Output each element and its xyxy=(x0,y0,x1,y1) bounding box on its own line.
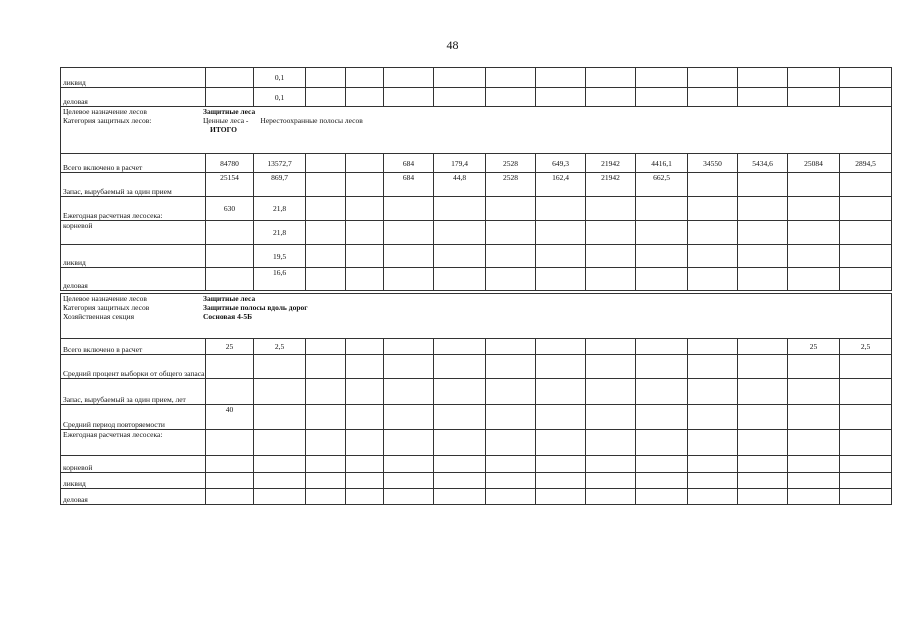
table-cell xyxy=(206,268,254,291)
category-value: Защитные полосы вдоль дорог xyxy=(203,303,308,312)
table-cell xyxy=(688,221,738,245)
table-cell xyxy=(486,339,536,355)
table-cell: 179,4 xyxy=(434,154,486,173)
table-cell xyxy=(586,339,636,355)
table-cell: 16,6 xyxy=(254,268,306,291)
table-cell xyxy=(536,339,586,355)
table-cell xyxy=(536,268,586,291)
table-cell xyxy=(688,68,738,88)
table-cell xyxy=(206,489,254,505)
table-cell: 649,3 xyxy=(536,154,586,173)
category-key: Категория защитных лесов xyxy=(63,303,150,312)
row-label: ликвид xyxy=(61,473,206,489)
table-cell xyxy=(306,379,346,405)
row-label: Ежегодная расчетная лесосека: xyxy=(61,197,206,221)
table-cell xyxy=(206,456,254,473)
table-cell xyxy=(586,456,636,473)
table-cell xyxy=(486,221,536,245)
table-cell xyxy=(688,405,738,430)
table-cell xyxy=(788,456,840,473)
table-cell xyxy=(206,379,254,405)
table-cell xyxy=(306,489,346,505)
itogo-label: ИТОГО xyxy=(210,125,237,134)
table-cell xyxy=(738,88,788,107)
table-row xyxy=(61,154,892,173)
row-label: Всего включено в расчет xyxy=(61,339,206,355)
table-cell xyxy=(586,245,636,268)
table-cell xyxy=(840,473,892,489)
category-key: Категория защитных лесов: xyxy=(63,116,152,125)
table-cell xyxy=(586,405,636,430)
table-cell: 25084 xyxy=(788,154,840,173)
row-label: деловая xyxy=(61,88,206,107)
table-cell xyxy=(434,88,486,107)
table-cell xyxy=(586,197,636,221)
row-label: корневой xyxy=(61,456,206,473)
table-cell xyxy=(840,456,892,473)
table-cell xyxy=(384,268,434,291)
table-cell: 630 xyxy=(206,197,254,221)
table-cell xyxy=(486,456,536,473)
table-cell xyxy=(306,154,346,173)
table-cell xyxy=(788,88,840,107)
table-cell xyxy=(788,268,840,291)
table-cell xyxy=(384,88,434,107)
table-cell xyxy=(840,405,892,430)
table-cell: 21,8 xyxy=(254,221,306,245)
table-cell xyxy=(254,473,306,489)
table-cell: 684 xyxy=(384,173,434,197)
table-cell xyxy=(346,355,384,379)
table-cell xyxy=(636,355,688,379)
table-cell: 662,5 xyxy=(636,173,688,197)
category-value: Ценные леса - xyxy=(203,116,249,125)
table-cell xyxy=(840,88,892,107)
table-cell xyxy=(486,405,536,430)
table-cell xyxy=(738,456,788,473)
table-cell xyxy=(586,355,636,379)
table-cell xyxy=(788,173,840,197)
table-cell xyxy=(254,456,306,473)
row-label: деловая xyxy=(61,268,206,291)
table-cell xyxy=(586,268,636,291)
table-cell xyxy=(434,221,486,245)
table-cell xyxy=(346,473,384,489)
table-cell xyxy=(486,430,536,456)
table-cell xyxy=(254,430,306,456)
table-cell: 19,5 xyxy=(254,245,306,268)
table-cell: 25 xyxy=(206,339,254,355)
table-cell xyxy=(384,355,434,379)
table-cell xyxy=(434,197,486,221)
table-cell xyxy=(636,88,688,107)
table-cell xyxy=(636,221,688,245)
table-cell xyxy=(636,339,688,355)
table-cell xyxy=(536,456,586,473)
section-header xyxy=(61,107,892,154)
table-cell xyxy=(688,268,738,291)
table-cell xyxy=(636,68,688,88)
section-header-row xyxy=(61,294,892,339)
table-cell xyxy=(486,489,536,505)
table-cell xyxy=(346,68,384,88)
table-cell xyxy=(688,430,738,456)
table-cell xyxy=(840,379,892,405)
row-label: Запас, вырубаемый за один прием xyxy=(61,173,206,197)
table-cell: 2894,5 xyxy=(840,154,892,173)
row-label: ликвид xyxy=(61,245,206,268)
table-cell xyxy=(536,197,586,221)
table-cell xyxy=(434,489,486,505)
table-cell xyxy=(254,355,306,379)
table-cell xyxy=(306,68,346,88)
table-cell xyxy=(536,245,586,268)
table-cell xyxy=(306,355,346,379)
table-row xyxy=(61,473,892,489)
table-cell xyxy=(254,489,306,505)
table-cell xyxy=(738,473,788,489)
table-cell xyxy=(384,379,434,405)
table-cell: 40 xyxy=(206,405,254,430)
table-cell xyxy=(346,339,384,355)
table-cell xyxy=(840,268,892,291)
table-cell xyxy=(306,221,346,245)
table-cell xyxy=(306,339,346,355)
table-cell xyxy=(536,379,586,405)
table-cell xyxy=(206,430,254,456)
table-protective-forests-total xyxy=(60,67,892,291)
table-cell xyxy=(346,456,384,473)
table-row xyxy=(61,68,892,88)
table-cell xyxy=(486,197,536,221)
table-cell xyxy=(688,473,738,489)
table-cell xyxy=(346,88,384,107)
table-cell xyxy=(688,489,738,505)
table-cell xyxy=(346,430,384,456)
purpose-key: Целевое назначение лесов xyxy=(63,107,147,116)
table-cell xyxy=(434,355,486,379)
section-header xyxy=(61,294,892,339)
table-cell xyxy=(840,68,892,88)
table-cell xyxy=(840,430,892,456)
table-cell xyxy=(206,245,254,268)
table-cell xyxy=(536,68,586,88)
row-label: ликвид xyxy=(61,68,206,88)
table-cell xyxy=(384,456,434,473)
table-cell xyxy=(346,197,384,221)
table-cell xyxy=(586,430,636,456)
table-cell xyxy=(536,221,586,245)
table-cell xyxy=(738,405,788,430)
table-cell xyxy=(384,197,434,221)
table-cell: 162,4 xyxy=(536,173,586,197)
table-cell xyxy=(434,68,486,88)
table-cell xyxy=(738,68,788,88)
table-row xyxy=(61,489,892,505)
table-cell xyxy=(840,489,892,505)
table-cell xyxy=(688,173,738,197)
table-cell xyxy=(788,430,840,456)
table-cell xyxy=(738,489,788,505)
table-row xyxy=(61,405,892,430)
table-cell xyxy=(688,355,738,379)
table-row xyxy=(61,197,892,221)
table-cell xyxy=(738,355,788,379)
table-cell xyxy=(346,173,384,197)
table-cell xyxy=(688,197,738,221)
table-cell xyxy=(738,197,788,221)
category-value-2: Нерестоохранные полосы лесов xyxy=(260,116,363,125)
table-cell xyxy=(636,489,688,505)
table-cell xyxy=(206,68,254,88)
table-cell xyxy=(434,379,486,405)
table-cell xyxy=(636,197,688,221)
row-label: деловая xyxy=(61,489,206,505)
table-cell xyxy=(254,379,306,405)
table-cell: 2528 xyxy=(486,154,536,173)
table-cell xyxy=(738,221,788,245)
table-row xyxy=(61,430,892,456)
table-cell xyxy=(788,197,840,221)
table-cell xyxy=(384,405,434,430)
table-cell: 84780 xyxy=(206,154,254,173)
table-cell xyxy=(434,456,486,473)
section-header-row xyxy=(61,107,892,154)
table-row xyxy=(61,339,892,355)
table-cell xyxy=(688,88,738,107)
table-cell: 2,5 xyxy=(840,339,892,355)
table-cell: 34550 xyxy=(688,154,738,173)
table-cell xyxy=(636,379,688,405)
table-cell xyxy=(788,489,840,505)
table-cell xyxy=(384,221,434,245)
table-cell xyxy=(306,456,346,473)
table-cell xyxy=(384,489,434,505)
table-cell xyxy=(788,473,840,489)
table-cell: 684 xyxy=(384,154,434,173)
table-cell xyxy=(486,473,536,489)
row-label: Средний период повторяемости xyxy=(61,405,206,430)
page-number: 48 xyxy=(446,38,459,52)
table-cell xyxy=(840,173,892,197)
table-cell xyxy=(536,355,586,379)
table-cell xyxy=(486,245,536,268)
table-cell xyxy=(306,430,346,456)
table-cell: 13572,7 xyxy=(254,154,306,173)
table-cell: 21942 xyxy=(586,173,636,197)
table-cell xyxy=(306,268,346,291)
table-cell xyxy=(536,430,586,456)
table-cell xyxy=(688,379,738,405)
table-cell xyxy=(688,245,738,268)
table-cell xyxy=(688,339,738,355)
table-cell xyxy=(486,268,536,291)
table-cell xyxy=(636,405,688,430)
table-cell: 0,1 xyxy=(254,68,306,88)
table-cell xyxy=(306,173,346,197)
table-cell xyxy=(586,88,636,107)
table-cell: 21942 xyxy=(586,154,636,173)
table-row xyxy=(61,221,892,245)
table-cell xyxy=(346,405,384,430)
table-cell xyxy=(206,88,254,107)
table-cell xyxy=(254,405,306,430)
row-label: Ежегодная расчетная лесосека: xyxy=(61,430,206,456)
table-cell xyxy=(306,473,346,489)
row-label: Запас, вырубаемый за один прием, лет xyxy=(61,379,206,405)
purpose-value: Защитные леса xyxy=(203,294,256,303)
table-cell: 4416,1 xyxy=(636,154,688,173)
table-row xyxy=(61,355,892,379)
table-cell xyxy=(384,68,434,88)
table-cell xyxy=(486,68,536,88)
table-cell xyxy=(306,88,346,107)
table-cell xyxy=(434,245,486,268)
table-row xyxy=(61,88,892,107)
table-cell xyxy=(346,154,384,173)
table-cell xyxy=(536,405,586,430)
table-cell xyxy=(788,355,840,379)
table-cell xyxy=(536,88,586,107)
table-cell xyxy=(536,489,586,505)
table-cell xyxy=(346,268,384,291)
table-cell xyxy=(636,430,688,456)
table-cell xyxy=(306,405,346,430)
purpose-key: Целевое назначение лесов xyxy=(63,294,147,303)
table-cell xyxy=(738,268,788,291)
table-cell: 25154 xyxy=(206,173,254,197)
table-cell: 21,8 xyxy=(254,197,306,221)
section-key: Хозяйственная секция xyxy=(63,312,135,321)
table-cell xyxy=(636,268,688,291)
table-cell: 2,5 xyxy=(254,339,306,355)
table-cell xyxy=(788,405,840,430)
table-cell xyxy=(738,173,788,197)
table-cell: 44,8 xyxy=(434,173,486,197)
table-cell: 5434,6 xyxy=(738,154,788,173)
table-cell xyxy=(788,221,840,245)
table-cell: 25 xyxy=(788,339,840,355)
table-cell xyxy=(306,197,346,221)
table-cell xyxy=(206,221,254,245)
table-cell xyxy=(434,405,486,430)
table-cell xyxy=(346,379,384,405)
table-cell xyxy=(346,221,384,245)
table-row xyxy=(61,456,892,473)
table-cell xyxy=(738,379,788,405)
table-cell xyxy=(384,339,434,355)
table-cell xyxy=(840,221,892,245)
table-cell xyxy=(434,268,486,291)
table-cell xyxy=(384,245,434,268)
table-cell xyxy=(346,489,384,505)
table-cell xyxy=(738,430,788,456)
table-cell xyxy=(434,430,486,456)
table-cell xyxy=(206,355,254,379)
table-cell xyxy=(206,473,254,489)
table-cell xyxy=(346,245,384,268)
table-cell xyxy=(688,456,738,473)
table-cell xyxy=(586,68,636,88)
section-value: Сосновая 4-5Б xyxy=(203,312,253,321)
table-cell: 0,1 xyxy=(254,88,306,107)
table-cell xyxy=(586,221,636,245)
table-cell xyxy=(738,339,788,355)
table-row xyxy=(61,268,892,291)
table-cell xyxy=(840,197,892,221)
table-cell xyxy=(636,456,688,473)
table-cell xyxy=(788,68,840,88)
table-cell xyxy=(788,379,840,405)
table-cell xyxy=(586,379,636,405)
table-cell xyxy=(486,355,536,379)
table-cell xyxy=(384,473,434,489)
table-cell: 2528 xyxy=(486,173,536,197)
table-cell xyxy=(486,88,536,107)
table-cell xyxy=(434,339,486,355)
table-row xyxy=(61,173,892,197)
table-cell xyxy=(636,473,688,489)
table-cell xyxy=(384,430,434,456)
table-cell xyxy=(586,473,636,489)
row-label: Средний процент выборки от общего запаса xyxy=(61,355,206,379)
table-cell xyxy=(434,473,486,489)
row-label: Всего включено в расчет xyxy=(61,154,206,173)
table-cell xyxy=(306,245,346,268)
row-label: корневой xyxy=(61,221,206,245)
table-cell xyxy=(840,245,892,268)
table-cell xyxy=(486,379,536,405)
table-cell xyxy=(636,245,688,268)
purpose-value: Защитные леса xyxy=(203,107,256,116)
table-cell xyxy=(738,245,788,268)
table-cell xyxy=(586,489,636,505)
table-cell xyxy=(788,245,840,268)
table-cell xyxy=(536,473,586,489)
table-cell xyxy=(840,355,892,379)
table-row xyxy=(61,379,892,405)
table-cell: 869,7 xyxy=(254,173,306,197)
table-protective-strips-roads xyxy=(60,293,892,505)
table-row xyxy=(61,245,892,268)
